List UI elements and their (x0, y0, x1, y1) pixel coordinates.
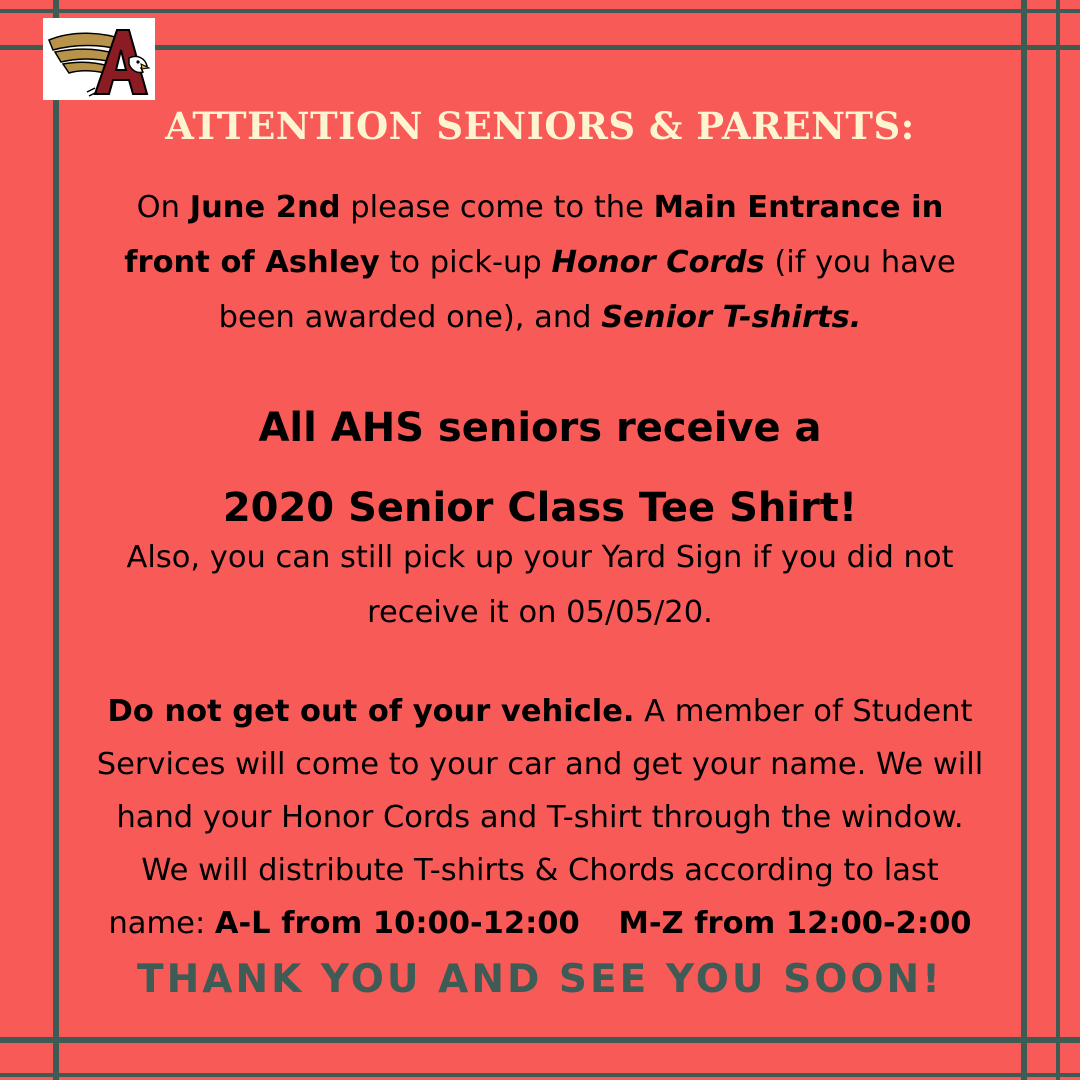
schedule-spacer (580, 906, 619, 941)
yard-sign-note (60, 530, 1020, 640)
pickup-instructions (60, 685, 1020, 950)
headline-line-2: 2020 Senior Class Tee Shirt! (222, 485, 858, 531)
intro-line-1 (60, 180, 1020, 235)
schedule-m-z: M-Z from 12:00-2:00 (618, 906, 972, 941)
intro-paragraph (60, 180, 1020, 345)
intro-line-3 (60, 290, 1020, 345)
instructions-text: A member of Student (634, 694, 973, 729)
date-highlight: June 2nd (189, 190, 341, 225)
intro-text: to pick-up (379, 245, 552, 280)
intro-text: please come to the (340, 190, 654, 225)
frame-line-lower (0, 1037, 1080, 1043)
school-logo (43, 18, 155, 100)
instructions-line-1 (60, 685, 1020, 738)
instructions-line-5 (60, 897, 1020, 950)
intro-line-2 (60, 235, 1020, 290)
yard-sign-line-2: receive it on 05/05/20. (367, 595, 713, 630)
instructions-line-4: We will distribute T-shirts & Chords according to last (141, 853, 939, 888)
frame-line-top (0, 9, 1080, 13)
schedule-a-l: A-L from 10:00-12:00 (214, 906, 580, 941)
location-highlight: front of Ashley (124, 245, 380, 280)
intro-text: been awarded one), and (218, 300, 602, 335)
headline-line-1: All AHS seniors receive a (258, 405, 822, 451)
senior-tshirts-highlight: Senior T-shirts. (601, 300, 862, 335)
thank-you-banner: THANK YOU AND SEE YOU SOON! (137, 957, 943, 1002)
location-highlight: Main Entrance in (653, 190, 944, 225)
vehicle-warning: Do not get out of your vehicle. (107, 694, 635, 729)
yard-sign-line-1: Also, you can still pick up your Yard Sign if you did not (126, 540, 954, 575)
frame-line-right-outer (1056, 0, 1060, 1080)
intro-text: On (136, 190, 190, 225)
frame-line-left (53, 0, 59, 1080)
instructions-text: name: (108, 906, 215, 941)
frame-line-upper (0, 45, 1080, 50)
tee-shirt-headline (60, 388, 1020, 548)
instructions-line-2: Services will come to your car and get your name. We will (96, 747, 984, 782)
instructions-line-3: hand your Honor Cords and T-shirt through the window. (116, 800, 964, 835)
honor-cords-highlight: Honor Cords (551, 245, 765, 280)
intro-text: (if you have (764, 245, 956, 280)
flyer-heading: ATTENTION SENIORS & PARENTS: (165, 104, 915, 148)
eagle-letter-a-logo-icon (43, 18, 155, 100)
frame-line-right-inner (1021, 0, 1027, 1080)
frame-line-bottom (0, 1073, 1080, 1077)
